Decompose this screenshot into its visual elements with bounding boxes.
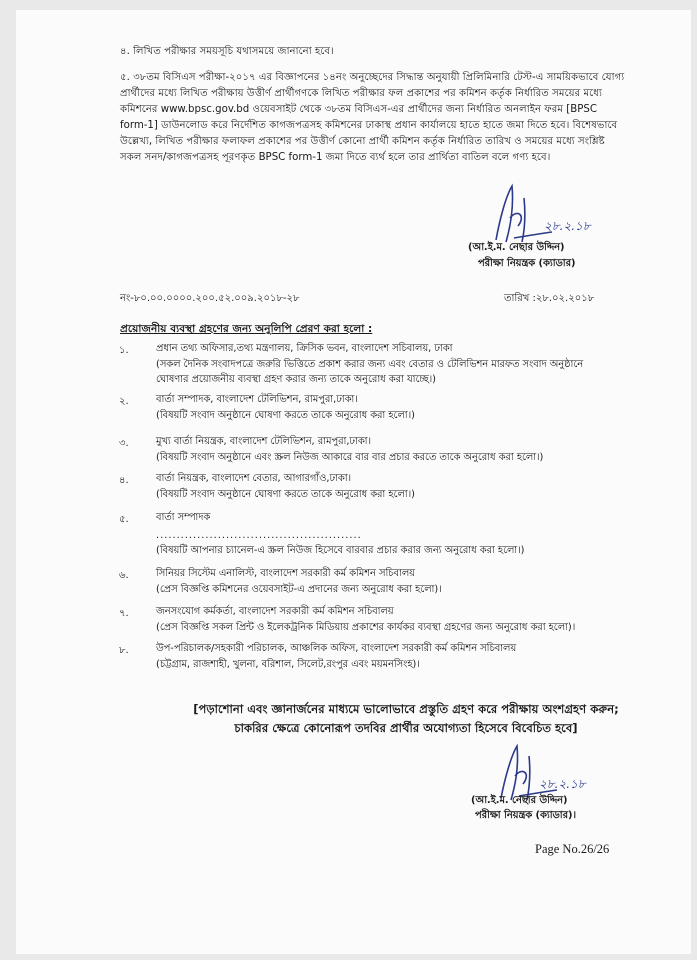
recipient-line: সিনিয়র সিস্টেম এনালিস্ট, বাংলাদেশ সরকারী কর্ম কমিশন সচিবালয় [156, 568, 415, 579]
recipient-line: জনসংযোগ কর্মকর্তা, বাংলাদেশ সরকারী কর্ম কমিশন সচিবালয় [156, 606, 394, 617]
signature-block-2 [471, 740, 671, 830]
recipient-number: ৭. [119, 608, 129, 619]
recipient-line: (সকল দৈনিক সংবাদপত্রে জরুরি ভিত্তিতে প্রকাশ করার জন্য এবং বেতার ও টেলিভিশন মারফত সংবাদ অনুষ্ঠানে [156, 358, 584, 370]
notice-block [136, 700, 676, 738]
recipient-line: বার্তা সম্পাদক, বাংলাদেশ টেলিভিশন, রামপুরা,ঢাকা। [156, 394, 358, 405]
signatory-name: (আ.ই.ম. নেছার উদ্দিন) [468, 242, 565, 253]
recipient-line: (বিষয়টি সংবাদ অনুষ্ঠানে এবং স্ক্রল নিউজ আকারে বার বার প্রচার করতে তাকে অনুরোধ করা হলো।) [156, 451, 544, 463]
recipient-line: ঘোষণার প্রয়োজনীয় ব্যবস্থা গ্রহণ করার জন্য তাকে অনুরোধ করা যাচ্ছে।) [156, 374, 436, 385]
signatory-title: পরীক্ষা নিয়ন্ত্রক (ক্যাডার) [478, 258, 576, 269]
document-page [16, 10, 691, 954]
item-5-line: সকল সনদ/কাগজপত্রসহ পূরণকৃত BPSC form-1 জমা দিতে ব্যর্থ হলে তার প্রার্থিতা বাতিল বলে গণ্য হবে। [120, 152, 551, 163]
recipient-line: উপ-পরিচালক/সহকারী পরিচালক, আঞ্চলিক অফিস, বাংলাদেশ সরকারী কর্ম কমিশন সচিবালয় [156, 643, 517, 654]
signatory-name: (আ.ই.ম. নেছার উদ্দিন) [471, 795, 568, 806]
memo-date: তারিখ :২৮.০২.২০১৮ [504, 293, 595, 304]
signature-date: ২৮.২.১৮ [539, 777, 586, 791]
recipient-number: ৪. [119, 475, 129, 486]
recipient-line: মুখ্য বার্তা নিয়ন্ত্রক, বাংলাদেশ টেলিভিশন, রামপুরা,ঢাকা। [156, 436, 372, 447]
signatory-title: পরীক্ষা নিয়ন্ত্রক (ক্যাডার)। [475, 810, 576, 821]
copy-heading: প্রয়োজনীয় ব্যবস্থা গ্রহণের জন্য অনুলিপি প্রেরণ করা হলো : [120, 323, 373, 335]
recipient-item [156, 604, 676, 635]
notice-line: [পড়াশোনা এবং জ্ঞানার্জনের মাধ্যমে ভালোভাবে প্রস্তুতি গ্রহণ করে পরীক্ষায় অংশগ্রহণ করুন; [193, 702, 619, 716]
recipient-number: ৫. [119, 514, 129, 525]
recipient-line: বার্তা নিয়ন্ত্রক, বাংলাদেশ বেতার, আগারগাঁও,ঢাকা। [156, 473, 352, 484]
recipient-item [156, 641, 676, 672]
recipient-number: ৮. [119, 645, 129, 656]
memo-number: নং-৮০.০০.০০০০.২০০.৫২.০০৯.২০১৮-২৮ [120, 293, 300, 304]
item-5-line: ৫. ৩৮তম বিসিএস পরীক্ষা-২০১৭ এর বিজ্ঞাপনের ১৪নং অনুচ্ছেদের সিদ্ধান্ত অনুযায়ী প্রিলিমিনারি টেস্ট-এ সাময়িকভাবে যোগ্য [120, 72, 625, 83]
recipient-line: (প্রেস বিজ্ঞপ্তি সকল প্রিন্ট ও ইলেকট্রনিক মিডিয়ায় প্রকাশের কার্যকর ব্যবস্থা গ্রহণের জন্য অনুরোধ করা হলো)। [156, 621, 576, 633]
recipient-item [156, 566, 676, 597]
recipient-number: ১. [119, 345, 129, 356]
signature-date: ২৮.২.১৮ [544, 219, 591, 233]
recipient-line: (চট্টগ্রাম, রাজশাহী, খুলনা, বরিশাল, সিলেট,রংপুর এবং ময়মনসিংহ)। [156, 658, 420, 670]
recipient-line: (প্রেস বিজ্ঞপ্তি কমিশনের ওয়েবসাইট-এ প্রদানের জন্য অনুরোধ করা হলো)। [156, 583, 442, 595]
recipient-number: ২. [119, 396, 129, 407]
recipient-number: ৬. [119, 570, 129, 581]
recipient-line: বার্তা সম্পাদক [156, 512, 211, 523]
page-number: Page No.26/26 [535, 842, 610, 856]
recipient-line: (বিষয়টি সংবাদ অনুষ্ঠানে ঘোষণা করতে তাকে অনুরোধ করা হলো।) [156, 488, 415, 500]
recipient-line: প্রধান তথ্য অফিসার,তথ্য মন্ত্রণালয়, ক্রিসিক ভবন, বাংলাদেশ সচিবালয়, ঢাকা [156, 343, 453, 354]
item-5-line: প্রার্থীদের মধ্যে লিখিত পরীক্ষায় উত্তীর্ণ প্রার্থীগণকে লিখিত পরীক্ষার ফল প্রকাশের পর কমিশন কর্তৃক নির্ধারিত সময়ের মধ্যে [120, 88, 602, 99]
recipient-line: (বিষয়টি আপনার চ্যানেল-এ স্ক্রল নিউজ হিসেবে বারবার প্রচার করার জন্য অনুরোধ করা হলো।) [156, 545, 525, 556]
recipient-item [156, 510, 676, 559]
recipient-item [156, 392, 676, 423]
recipient-number: ৩. [119, 438, 129, 449]
recipient-item [156, 471, 676, 502]
item-5-line: কমিশনের www.bpsc.gov.bd ওয়েবসাইট থেকে ৩৮তম বিসিএস-এর প্রার্থীদের জন্য নির্ধারিত অনলাইন ফরম [BPSC [120, 104, 597, 115]
item-5-paragraph [120, 70, 676, 166]
notice-line: চাকরির ক্ষেত্রে কোনোরূপ তদবির প্রার্থীর অযোগ্যতা হিসেবে বিবেচিত হবে] [234, 721, 578, 735]
recipient-blank-line: .................................................. [156, 529, 362, 541]
item-4-text: ৪. লিখিত পরীক্ষার সময়সূচি যথাসময়ে জানানো হবে। [120, 46, 334, 57]
signature-block-1 [466, 178, 666, 273]
recipient-item [156, 434, 676, 465]
recipient-line: (বিষয়টি সংবাদ অনুষ্ঠানে ঘোষণা করতে তাকে অনুরোধ করা হলো।) [156, 409, 415, 421]
item-5-line: উল্লেখ্য, লিখিত পরীক্ষার ফলাফল প্রকাশের পর উত্তীর্ণ কোনো প্রার্থী কমিশন কর্তৃক নির্ধারিত তারিখ ও সময়ের মধ্যে সংশ্লিষ্ট [120, 136, 605, 147]
recipient-item [156, 341, 676, 388]
item-5-line: form-1] ডাউনলোড করে নির্দেশিত কাগজপত্রসহ কমিশনের ঢাকাস্থ প্রধান কার্যালয়ে হাতে হাতে জমা দিতে হবে। বিশেষভাবে [120, 120, 618, 131]
